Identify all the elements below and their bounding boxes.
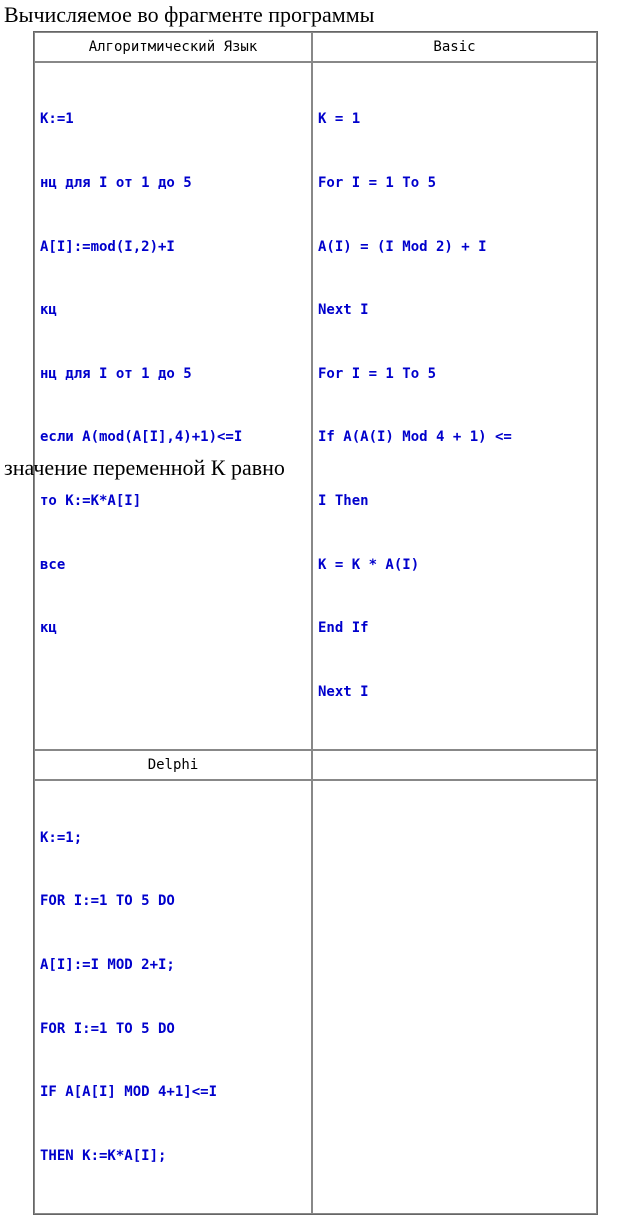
code-line: то K:=K*A[I] bbox=[40, 492, 142, 509]
header-row-bottom bbox=[34, 750, 597, 780]
header-delphi: Delphi bbox=[147, 757, 199, 774]
code-line: FOR I:=1 TO 5 DO bbox=[40, 893, 175, 910]
header-empty bbox=[313, 751, 596, 779]
code-line: кц bbox=[40, 620, 57, 637]
code-line: If A(A(I) Mod 4 + 1) <= bbox=[318, 429, 512, 446]
code-line: A(I) = (I Mod 2) + I bbox=[318, 238, 487, 255]
algorithmic-code-block bbox=[35, 63, 311, 686]
code-line: I Then bbox=[318, 492, 369, 509]
header-cell-basic bbox=[312, 32, 597, 62]
code-line: K:=1; bbox=[40, 829, 83, 846]
header-cell-delphi bbox=[34, 750, 312, 780]
code-line: Next I bbox=[318, 302, 369, 319]
code-line: Next I bbox=[318, 683, 369, 700]
header-algorithmic: Алгоритмический Язык bbox=[88, 39, 258, 55]
code-line: For I = 1 To 5 bbox=[318, 365, 437, 382]
code-line: A[I]:=mod(I,2)+I bbox=[40, 238, 175, 255]
header-cell-algorithmic bbox=[34, 32, 312, 62]
code-line: FOR I:=1 TO 5 DO bbox=[40, 1020, 175, 1037]
question-heading: Вычисляемое во фрагменте программы bbox=[4, 2, 375, 27]
code-row-bottom bbox=[34, 780, 597, 1214]
basic-code-cell bbox=[312, 62, 597, 750]
delphi-code-block bbox=[35, 781, 311, 1213]
code-line: End If bbox=[318, 620, 369, 637]
header-row-top bbox=[34, 32, 597, 62]
code-line: нц для I от 1 до 5 bbox=[40, 175, 192, 191]
code-line: все bbox=[40, 556, 66, 573]
delphi-code-cell bbox=[34, 780, 312, 1214]
code-line: кц bbox=[40, 302, 57, 319]
basic-code-block bbox=[313, 63, 596, 749]
empty-code-cell bbox=[312, 780, 597, 1214]
header-cell-empty bbox=[312, 750, 597, 780]
code-line: IF A[A[I] MOD 4+1]<=I bbox=[40, 1084, 218, 1101]
code-line: если A(mod(A[I],4)+1)<=I bbox=[40, 429, 243, 446]
algorithmic-code-cell bbox=[34, 62, 312, 750]
code-line: For I = 1 To 5 bbox=[318, 175, 437, 191]
code-line: K = K * A(I) bbox=[318, 556, 420, 573]
code-line: A[I]:=I MOD 2+I; bbox=[40, 956, 175, 973]
code-line: THEN K:=K*A[I]; bbox=[40, 1147, 167, 1164]
header-basic: Basic bbox=[433, 39, 476, 55]
question-footer: значение переменной К равно bbox=[4, 455, 285, 480]
code-line: K = 1 bbox=[318, 111, 361, 128]
code-row-top bbox=[34, 62, 597, 750]
code-line: K:=1 bbox=[40, 111, 74, 128]
code-comparison-table bbox=[33, 31, 598, 1215]
code-line: нц для I от 1 до 5 bbox=[40, 365, 192, 382]
